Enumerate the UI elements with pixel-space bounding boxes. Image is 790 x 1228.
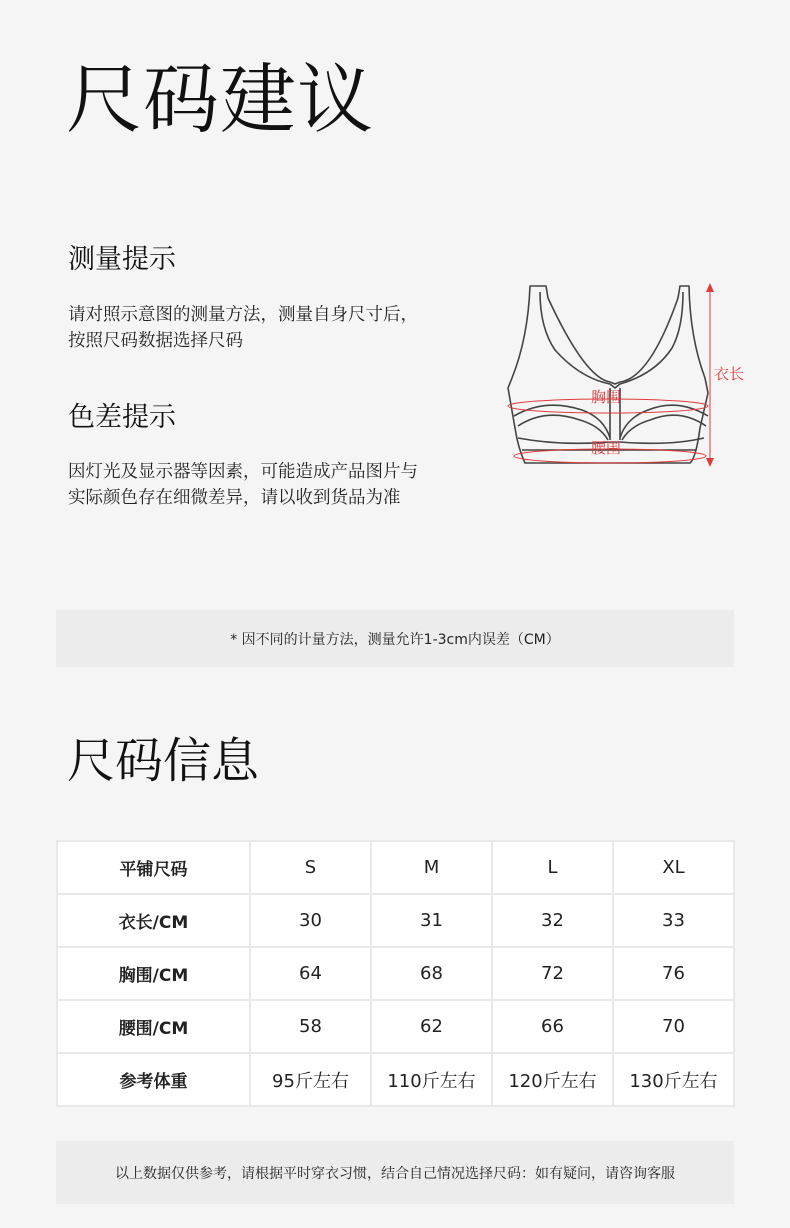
measure-tip-line: 按照尺码数据选择尺码: [68, 331, 243, 351]
size-info-title: 尺码信息: [67, 733, 260, 789]
size-table-header-row: [57, 841, 734, 894]
table-row: [57, 1053, 734, 1106]
measurement-diagram: [500, 278, 760, 473]
table-cell: 110斤左右: [371, 1053, 492, 1106]
measure-tip-text: [68, 302, 418, 354]
color-diff-line: 因灯光及显示器等因素，可能造成产品图片与: [68, 462, 418, 482]
table-cell: 130斤左右: [613, 1053, 734, 1106]
table-cell: 66: [492, 1000, 613, 1053]
length-label: 衣长: [714, 365, 745, 383]
row-label: 参考体重: [57, 1053, 250, 1106]
table-cell: 62: [371, 1000, 492, 1053]
table-row: [57, 947, 734, 1000]
header-cell: M: [371, 841, 492, 894]
header-cell: S: [250, 841, 371, 894]
color-diff-text: [68, 459, 418, 511]
measurement-error-note: * 因不同的计量方法，测量允许1-3cm内误差（CM）: [56, 610, 734, 667]
table-cell: 32: [492, 894, 613, 947]
size-table: [56, 840, 735, 1107]
table-cell: 72: [492, 947, 613, 1000]
header-cell: XL: [613, 841, 734, 894]
row-label: 胸围/CM: [57, 947, 250, 1000]
table-cell: 64: [250, 947, 371, 1000]
color-diff-line: 实际颜色存在细微差异，请以收到货品为准: [68, 488, 401, 508]
table-cell: 76: [613, 947, 734, 1000]
waist-label: 腰围: [591, 439, 622, 457]
bust-label: 胸围: [591, 388, 622, 406]
row-label: 腰围/CM: [57, 1000, 250, 1053]
header-cell: 平铺尺码: [57, 841, 250, 894]
table-cell: 30: [250, 894, 371, 947]
table-cell: 95斤左右: [250, 1053, 371, 1106]
footer-advice-note: 以上数据仅供参考，请根据平时穿衣习惯，结合自己情况选择尺码：如有疑问，请咨询客服: [56, 1141, 734, 1204]
table-row: [57, 1000, 734, 1053]
length-arrow: [706, 283, 714, 467]
table-cell: 31: [371, 894, 492, 947]
table-cell: 58: [250, 1000, 371, 1053]
color-diff-heading: 色差提示: [68, 402, 176, 433]
row-label: 衣长/CM: [57, 894, 250, 947]
measure-tip-line: 请对照示意图的测量方法，测量自身尺寸后，: [68, 305, 418, 325]
table-cell: 68: [371, 947, 492, 1000]
measure-tip-heading: 测量提示: [68, 244, 176, 275]
size-suggestion-title: 尺码建议: [66, 55, 374, 144]
table-cell: 120斤左右: [492, 1053, 613, 1106]
bra-outline: [508, 286, 708, 463]
header-cell: L: [492, 841, 613, 894]
table-row: [57, 894, 734, 947]
table-cell: 70: [613, 1000, 734, 1053]
table-cell: 33: [613, 894, 734, 947]
